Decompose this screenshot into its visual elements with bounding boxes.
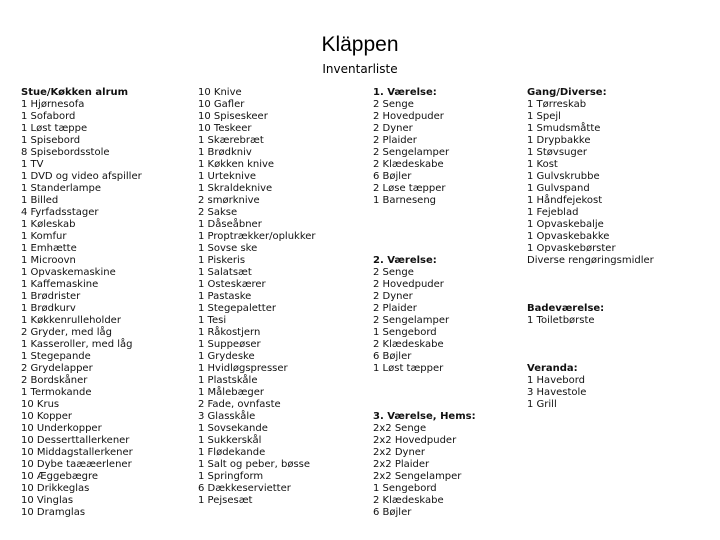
- list-item: 1 Dåseåbner: [198, 219, 262, 230]
- list-item: 6 Bøjler: [373, 507, 412, 518]
- list-item: 10 Æggebægre: [21, 471, 99, 482]
- list-item: 1 Køkkenrulleholder: [21, 315, 121, 326]
- list-item: 1 Skraldeknive: [198, 183, 273, 194]
- list-item: 1 Urteknive: [198, 171, 257, 182]
- list-item: 1 Sofabord: [21, 111, 76, 122]
- list-item: 1 Suppeøser: [198, 339, 261, 350]
- list-item: 1 Osteskærer: [198, 279, 266, 290]
- list-item: 1 Salatsæt: [198, 267, 252, 278]
- list-item: 2 Klædeskabe: [373, 495, 444, 506]
- item-list: [373, 423, 476, 519]
- list-item: 1 Drypbakke: [527, 135, 591, 146]
- list-item: 1 Barneseng: [373, 195, 437, 206]
- list-item: 1 Støvsuger: [527, 147, 588, 158]
- column-bedrooms: [373, 87, 476, 519]
- list-item: 2x2 Sengelamper: [373, 471, 462, 482]
- list-item: 2 Sengelamper: [373, 147, 450, 158]
- list-item: 1 Brødkurv: [21, 303, 76, 314]
- list-item: 2 Bordskåner: [21, 375, 88, 386]
- section-room-1: [373, 87, 476, 207]
- list-item: 2 Sakse: [198, 207, 238, 218]
- list-item: 1 Opvaskemaskine: [21, 267, 116, 278]
- list-item: 2 Hovedpuder: [373, 279, 444, 290]
- list-item: 1 Smudsmåtte: [527, 123, 601, 134]
- list-item: 1 Piskeris: [198, 255, 246, 266]
- list-item: 1 Proptrækker/oplukker: [198, 231, 316, 242]
- list-item: 1 Grill: [527, 399, 557, 410]
- list-item: 1 Skærebræt: [198, 135, 264, 146]
- list-item: 1 Løst tæpper: [373, 363, 444, 374]
- list-item: 2 Sengelamper: [373, 315, 450, 326]
- list-item: 1 Salt og peber, bøsse: [198, 459, 311, 470]
- list-item: 1 Flødekande: [198, 447, 266, 458]
- list-item: 1 Fejeblad: [527, 207, 579, 218]
- list-item: 2x2 Hovedpuder: [373, 435, 457, 446]
- list-item: 10 Drikkeglas: [21, 483, 90, 494]
- list-item: 8 Spisebordsstole: [21, 147, 110, 158]
- column-cutlery-utensils: [198, 87, 316, 507]
- list-item: 2 Hovedpuder: [373, 111, 444, 122]
- list-item: 1 Billed: [21, 195, 59, 206]
- item-list: [527, 99, 654, 267]
- list-item: 1 Stegepaletter: [198, 303, 276, 314]
- item-list: [21, 99, 142, 519]
- list-item: 1 Hvidløgspresser: [198, 363, 288, 374]
- list-item: 1 Grydeske: [198, 351, 255, 362]
- item-list: [373, 267, 476, 375]
- list-item: 10 Desserttallerkener: [21, 435, 130, 446]
- list-item: 1 Sengebord: [373, 327, 437, 338]
- list-item: 10 Middagstallerkener: [21, 447, 133, 458]
- list-item: 1 Opvaskebørster: [527, 243, 616, 254]
- list-item: 1 Tørreskab: [527, 99, 587, 110]
- list-item: 1 Emhætte: [21, 243, 77, 254]
- list-item: 2 Plaider: [373, 303, 417, 314]
- list-item: 1 TV: [21, 159, 44, 170]
- list-item: 2 Dyner: [373, 291, 413, 302]
- list-item: 2 Dyner: [373, 123, 413, 134]
- section-heading: Badeværelse:: [527, 303, 605, 314]
- list-item: 6 Dækkeservietter: [198, 483, 291, 494]
- list-item: 10 Krus: [21, 399, 60, 410]
- section-bathroom: [527, 303, 654, 327]
- page-subtitle: Inventarliste: [322, 62, 398, 76]
- list-item: 10 Gafler: [198, 99, 245, 110]
- list-item: 1 Opvaskebalje: [527, 219, 604, 230]
- list-item: 1 Toiletbørste: [527, 315, 595, 326]
- list-item: 10 Dramglas: [21, 507, 86, 518]
- list-item: 1 Gulvskrubbe: [527, 171, 600, 182]
- list-item: 2 Fade, ovnfaste: [198, 399, 281, 410]
- section-heading: Stue/Køkken alrum: [21, 87, 129, 98]
- list-item: 1 Køkken knive: [198, 159, 275, 170]
- section-heading: 2. Værelse:: [373, 255, 437, 266]
- list-item: 2 Plaider: [373, 135, 417, 146]
- list-item: 10 Dybe taææerlener: [21, 459, 132, 470]
- list-item: 6 Bøjler: [373, 351, 412, 362]
- page-title: Kläppen: [321, 33, 399, 56]
- list-item: 1 Brødrister: [21, 291, 81, 302]
- list-item: 1 Standerlampe: [21, 183, 102, 194]
- list-item: 2 Klædeskabe: [373, 339, 444, 350]
- list-item: 1 Plastskåle: [198, 375, 258, 386]
- list-item: 1 Microovn: [21, 255, 76, 266]
- list-item: 1 Hjørnesofa: [21, 99, 85, 110]
- list-item: 10 Kopper: [21, 411, 73, 422]
- list-item: 1 Sovse ske: [198, 243, 258, 254]
- list-item: 2 Klædeskabe: [373, 159, 444, 170]
- list-item: 1 Spisebord: [21, 135, 81, 146]
- column-misc: [527, 87, 654, 411]
- list-item: 1 Kasseroller, med låg: [21, 339, 133, 350]
- list-item: 1 Råkostjern: [198, 327, 261, 338]
- list-item: 1 Sovsekande: [198, 423, 268, 434]
- list-item: 1 Stegepande: [21, 351, 91, 362]
- list-item: 1 Brødkniv: [198, 147, 252, 158]
- list-item: 10 Knive: [198, 87, 242, 98]
- section-room-2: [373, 255, 476, 375]
- list-item: 2 smørknive: [198, 195, 260, 206]
- section-heading: Gang/Diverse:: [527, 87, 607, 98]
- list-item: 2 Senge: [373, 267, 414, 278]
- column-living-kitchen: [21, 87, 142, 519]
- list-item: 2 Grydelapper: [21, 363, 93, 374]
- list-item: 10 Vinglas: [21, 495, 74, 506]
- list-item: 6 Bøjler: [373, 171, 412, 182]
- item-list: [198, 87, 316, 507]
- list-item: 1 Gulvspand: [527, 183, 590, 194]
- list-item: 1 Målebæger: [198, 387, 265, 398]
- list-item: 1 DVD og video afspiller: [21, 171, 142, 182]
- section-hallway: [527, 87, 654, 267]
- section-heading: 3. Værelse, Hems:: [373, 411, 476, 422]
- list-item: 1 Løst tæppe: [21, 123, 88, 134]
- item-list: [373, 99, 476, 207]
- list-item: 2x2 Plaider: [373, 459, 430, 470]
- list-item: 1 Komfur: [21, 231, 67, 242]
- list-item: 1 Spejl: [527, 111, 561, 122]
- list-item: 1 Opvaskebakke: [527, 231, 610, 242]
- list-item: 3 Glasskåle: [198, 411, 256, 422]
- list-item: 2x2 Dyner: [373, 447, 426, 458]
- list-item: 1 Køleskab: [21, 219, 76, 230]
- section-veranda: [527, 363, 654, 411]
- list-item: 2 Senge: [373, 99, 414, 110]
- list-item: 10 Underkopper: [21, 423, 102, 434]
- section-room-3: [373, 411, 476, 519]
- list-item: Diverse rengøringsmidler: [527, 255, 654, 266]
- list-item: 10 Teskeer: [198, 123, 252, 134]
- list-item: 3 Havestole: [527, 387, 587, 398]
- list-item: 1 Tesi: [198, 315, 227, 326]
- list-item: 2 Gryder, med låg: [21, 327, 112, 338]
- item-list: [527, 375, 654, 411]
- list-item: 1 Termokande: [21, 387, 92, 398]
- item-list: [527, 315, 654, 327]
- list-item: 1 Kaffemaskine: [21, 279, 99, 290]
- list-item: 1 Sengebord: [373, 483, 437, 494]
- list-item: 1 Havebord: [527, 375, 586, 386]
- list-item: 1 Pastaske: [198, 291, 252, 302]
- list-item: 4 Fyrfadsstager: [21, 207, 99, 218]
- list-item: 10 Spiseskeer: [198, 111, 268, 122]
- list-item: 2x2 Senge: [373, 423, 427, 434]
- list-item: 1 Håndfejekost: [527, 195, 603, 206]
- list-item: 1 Kost: [527, 159, 558, 170]
- section-heading: 1. Værelse:: [373, 87, 437, 98]
- list-item: 1 Sukkerskål: [198, 435, 262, 446]
- section-heading: Veranda:: [527, 363, 578, 374]
- list-item: 1 Pejsesæt: [198, 495, 253, 506]
- list-item: 1 Springform: [198, 471, 264, 482]
- list-item: 2 Løse tæpper: [373, 183, 446, 194]
